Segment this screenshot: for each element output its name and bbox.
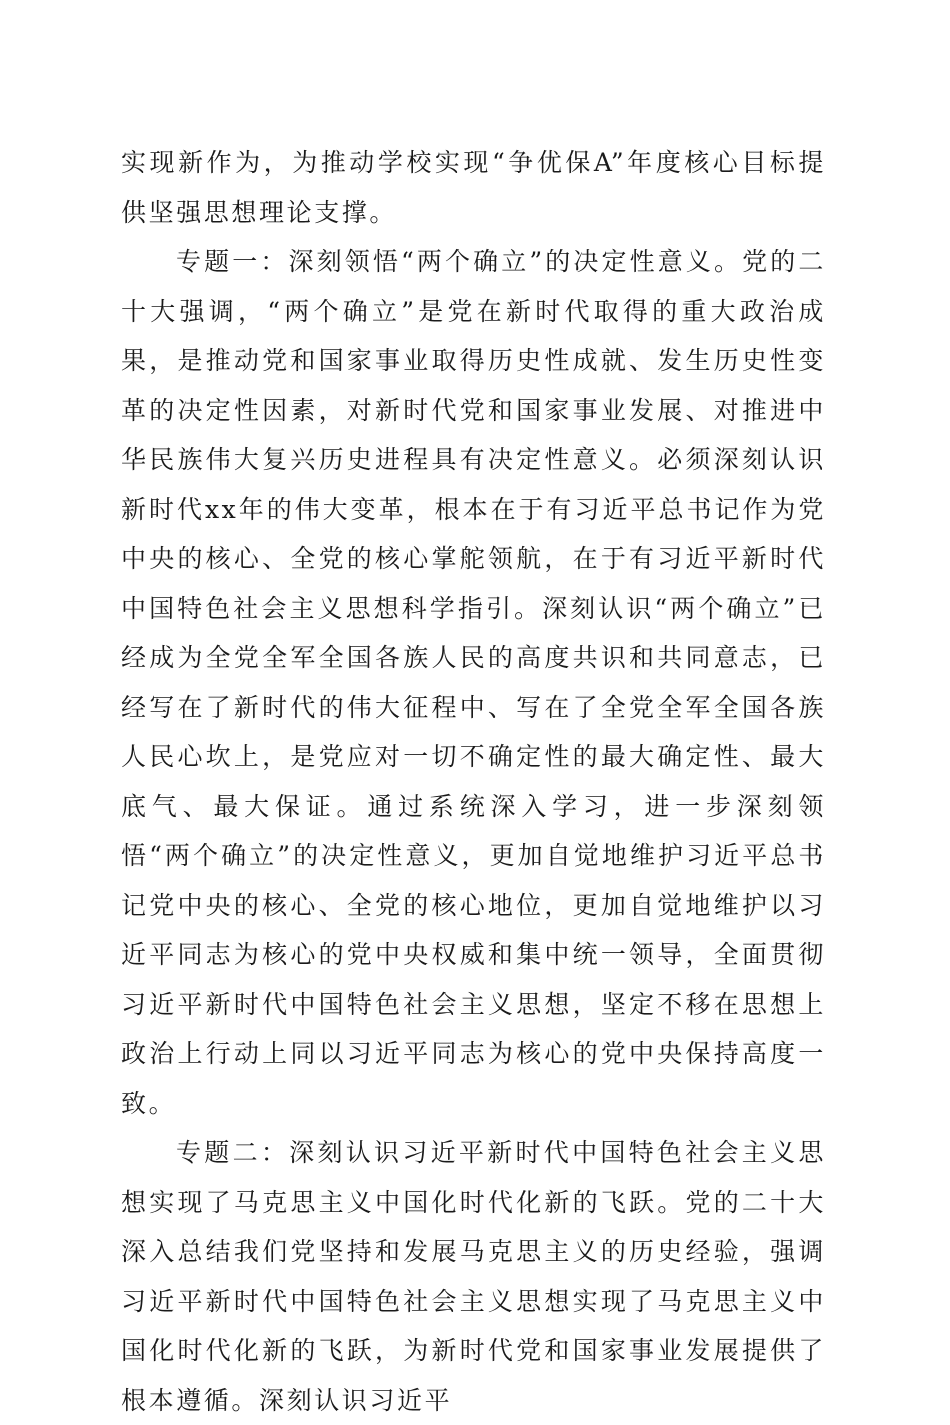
paragraph-topic-one: 专题一：深刻领悟“两个确立”的决定性意义。党的二十大强调，“两个确立”是党在新时代取得的重大政治成果，是推动党和国家事业取得历史性成就、发生历史性变革的决定性因素，对新时代党和国家事业发展、对推进中华民族伟大复兴历史进程具有决定性意义。必须深刻认识新时代xx年的伟大变革，根本在于有习近平总书记作为党中央的核心、全党的核心掌舵领航，在于有习近平新时代中国特色社会主义思想科学指引。深刻认识“两个确立”已经成为全党全军全国各族人民的高度共识和共同意志，已经写在了新时代的伟大征程中、写在了全党全军全国各族人民心坎上，是党应对一切不确定性的最大确定性、最大底气、最大保证。通过系统深入学习，进一步深刻领悟“两个确立”的决定性意义，更加自觉地维护习近平总书记党中央的核心、全党的核心地位，更加自觉地维护以习近平同志为核心的党中央权威和集中统一领导，全面贯彻习近平新时代中国特色社会主义思想，坚定不移在思想上政治上行动上同以习近平同志为核心的党中央保持高度一致。 — [121, 247, 826, 1118]
document-body — [121, 138, 826, 1425]
paragraph-topic-two: 专题二：深刻认识习近平新时代中国特色社会主义思想实现了马克思主义中国化时代化新的飞跃。党的二十大深入总结我们党坚持和发展马克思主义的历史经验，强调习近平新时代中国特色社会主义思想实现了马克思主义中国化时代化新的飞跃，为新时代党和国家事业发展提供了根本遵循。深刻认识习近平 — [121, 1138, 826, 1415]
paragraph-continuation: 实现新作为，为推动学校实现“争优保A”年度核心目标提供坚强思想理论支撑。 — [121, 148, 826, 227]
